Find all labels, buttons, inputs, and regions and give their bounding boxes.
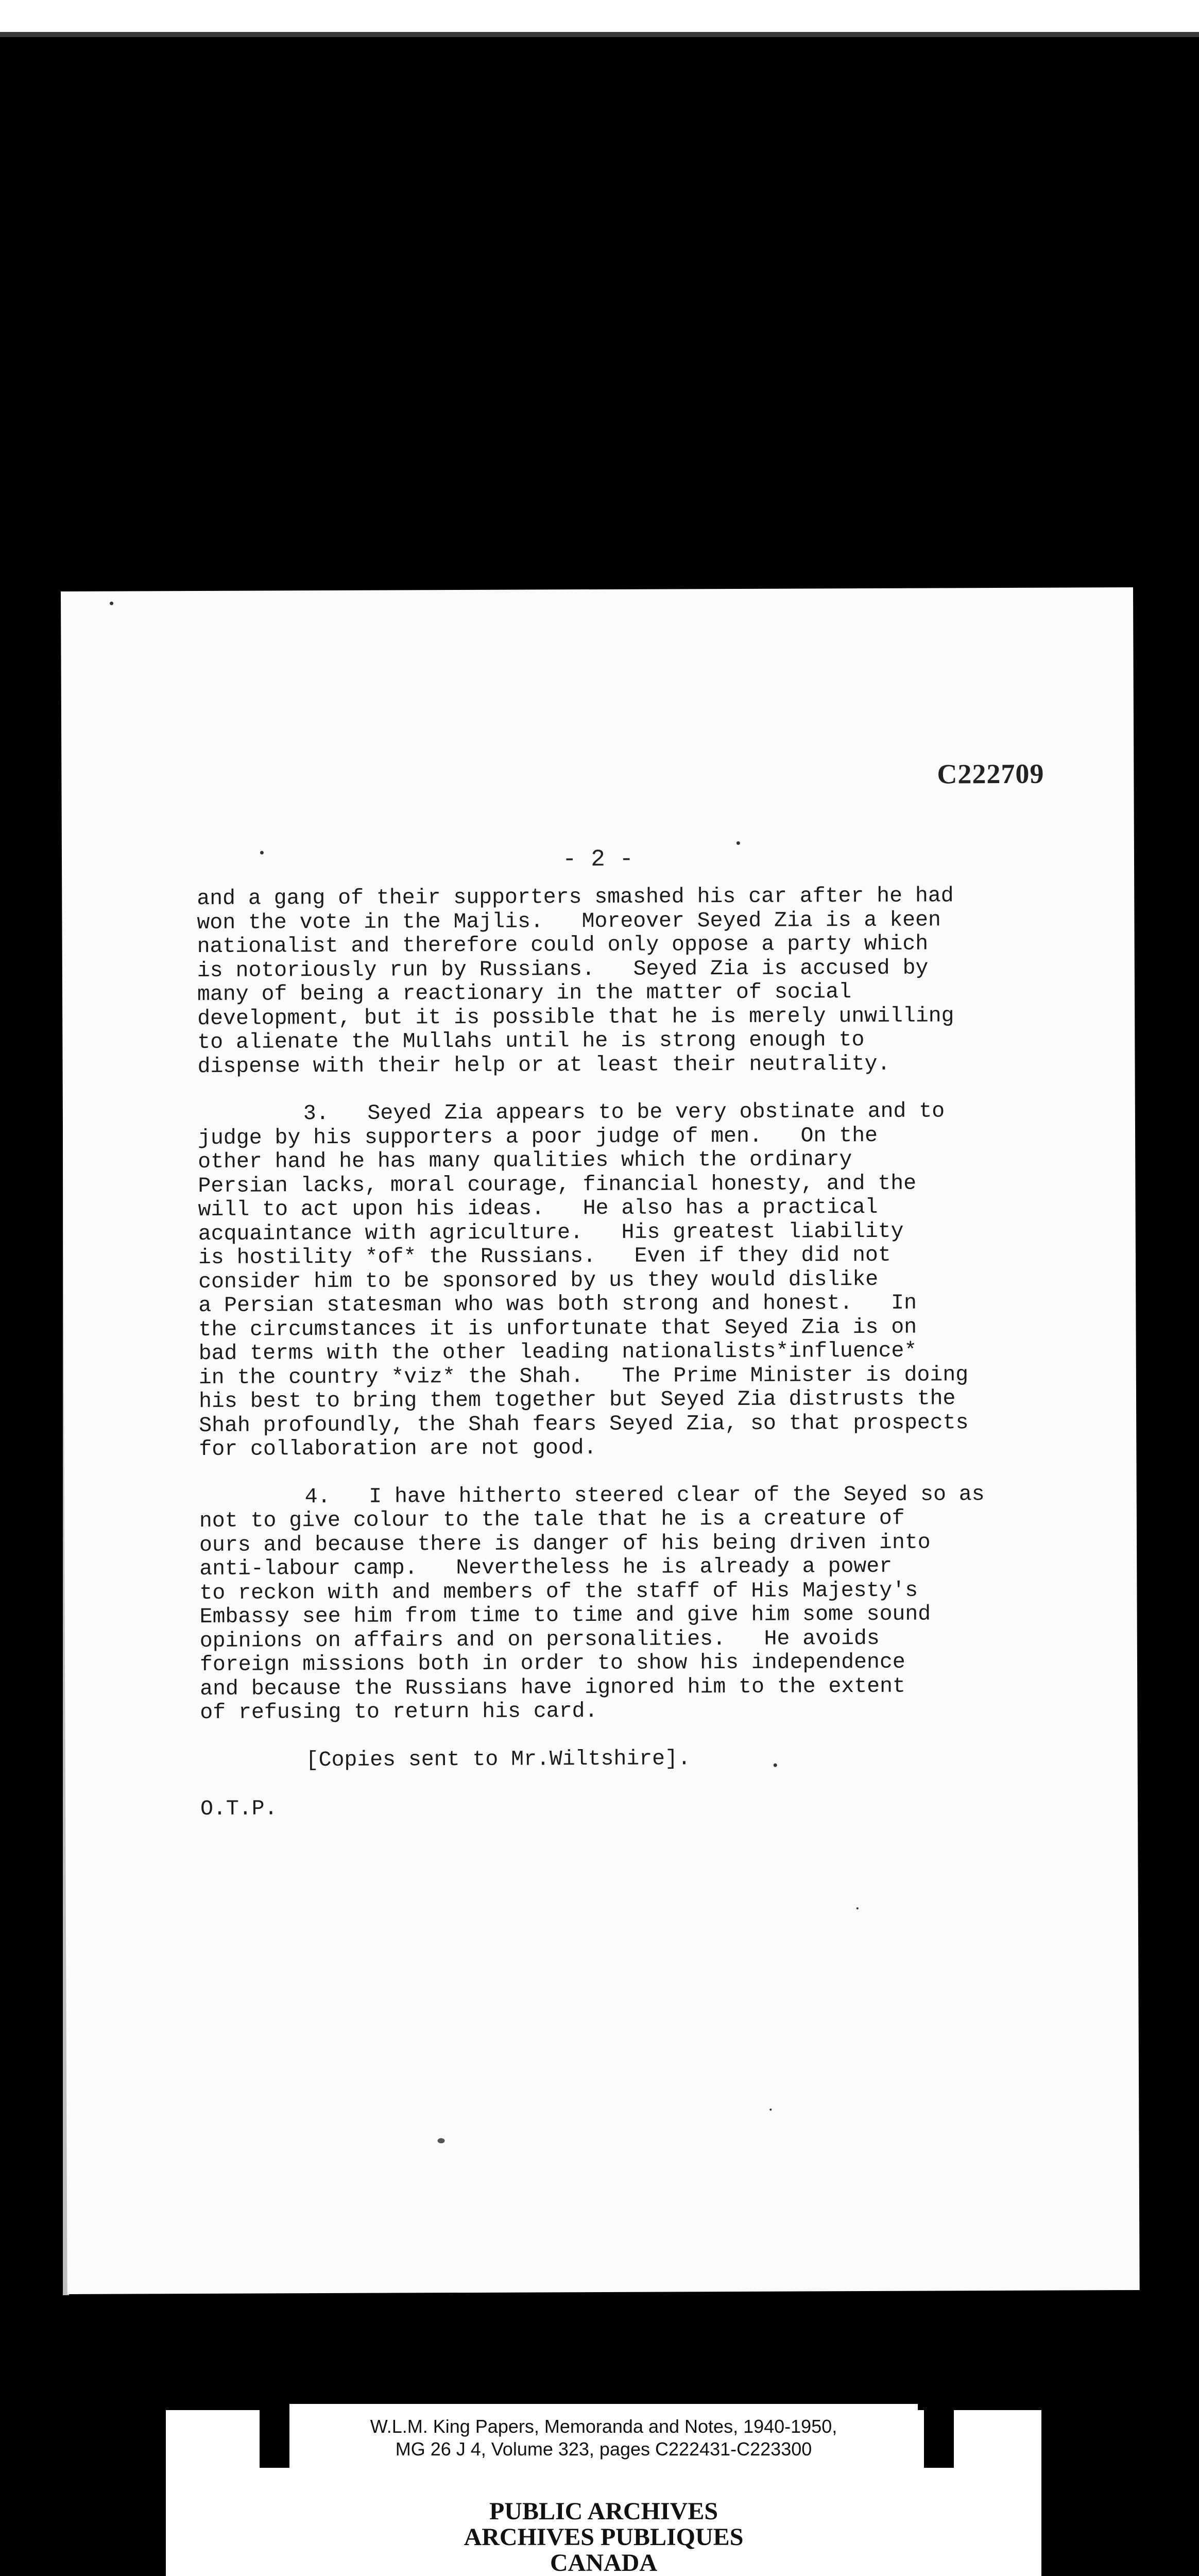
- archive-citation: [289, 2415, 918, 2461]
- citation-box: [289, 2404, 918, 2481]
- copies-note-text: [Copies sent to Mr.Wiltshire].: [305, 1746, 691, 1772]
- scan-speck: [438, 2138, 445, 2143]
- document-page: [61, 587, 1140, 2294]
- citation-line-2: MG 26 J 4, Volume 323, pages C222431-C223300: [395, 2438, 812, 2460]
- text-line: is hostility *of* the Russians. Even if they did not: [198, 1243, 891, 1270]
- scan-speck: [774, 1764, 777, 1767]
- text-line: Shah profoundly, the Shah fears Seyed Zia, so that prospects: [199, 1410, 969, 1438]
- label-tab-left: [260, 2410, 289, 2468]
- scan-speck: [260, 851, 264, 854]
- stamp-line-1: PUBLIC ARCHIVES: [489, 2498, 718, 2525]
- text-line: acquaintance with agriculture. His greatest liability: [198, 1219, 904, 1246]
- label-tab-right: [924, 2410, 954, 2468]
- text-line: nationalist and therefore could only oppose a party which: [197, 931, 929, 959]
- text-line: other hand he has many qualities which the ordinary: [198, 1147, 852, 1174]
- text-line: ours and because there is danger of his being driven into: [199, 1530, 931, 1557]
- scan-speck: [769, 2109, 772, 2111]
- page-number: - 2 -: [562, 845, 634, 873]
- text-line: 3. Seyed Zia appears to be very obstinate and to: [303, 1099, 945, 1126]
- text-line: to alienate the Mullahs until he is strong enough to: [197, 1028, 865, 1055]
- stamp-line-2: ARCHIVES PUBLIQUES: [464, 2523, 744, 2551]
- document-body: [197, 884, 1086, 1821]
- archives-stamp: [166, 2499, 1041, 2576]
- text-line: won the vote in the Majlis. Moreover Seyed Zia is a keen: [197, 907, 941, 935]
- paragraph-3: [198, 1099, 1085, 1462]
- archive-label: [166, 2410, 1041, 2576]
- paragraph-4: [199, 1482, 1086, 1725]
- text-line: not to give colour to the tale that he is a creature of: [199, 1506, 905, 1533]
- scan-top-margin: [0, 0, 1199, 34]
- scan-speck: [857, 1907, 859, 1909]
- text-line: and because the Russians have ignored him to the extent: [200, 1674, 905, 1701]
- text-line: a Persian statesman who was both strong and honest. In: [198, 1291, 917, 1318]
- text-line: anti-labour camp. Nevertheless he is already a power: [199, 1554, 893, 1581]
- text-line: many of being a reactionary in the matter of social: [197, 980, 852, 1007]
- text-line: is notoriously run by Russians. Seyed Zia is accused by: [197, 956, 929, 983]
- text-line: development, but it is possible that he is merely unwilling: [197, 1003, 954, 1031]
- document-id: C222709: [937, 758, 1044, 790]
- paragraph-2-continued: [197, 884, 1083, 1079]
- text-line: will to act upon his ideas. He also has a practical: [198, 1195, 878, 1222]
- text-line: dispense with their help or at least their neutrality.: [197, 1052, 890, 1079]
- stamp-line-3: CANADA: [550, 2549, 657, 2576]
- otp-text: O.T.P.: [200, 1797, 278, 1821]
- scan-speck: [110, 602, 113, 605]
- scan-speck: [736, 841, 740, 845]
- over-the-page-marker: [200, 1794, 1086, 1821]
- text-line: bad terms with the other leading nationalists*influence*: [198, 1338, 917, 1366]
- text-line: the circumstances it is unfortunate that Seyed Zia is on: [198, 1315, 917, 1342]
- text-line: 4. I have hitherto steered clear of the Seyed so as: [304, 1482, 985, 1509]
- text-line: and a gang of their supporters smashed his car after he had: [197, 884, 954, 911]
- text-line: of refusing to return his card.: [200, 1699, 598, 1725]
- text-line: judge by his supporters a poor judge of men. On the: [197, 1123, 878, 1150]
- text-line: Persian lacks, moral courage, financial honesty, and the: [198, 1171, 917, 1198]
- citation-line-1: W.L.M. King Papers, Memoranda and Notes, 1940-1950,: [370, 2416, 837, 2437]
- text-line: Embassy see him from time to time and give him some sound: [199, 1602, 931, 1629]
- text-line: for collaboration are not good.: [199, 1436, 597, 1462]
- text-line: in the country *viz* the Shah. The Prime Minister is doing: [198, 1362, 969, 1390]
- text-line: consider him to be sponsored by us they would dislike: [198, 1267, 879, 1294]
- text-line: foreign missions both in order to show his independence: [199, 1650, 905, 1677]
- text-line: his best to bring them together but Seyed Zia distrusts the: [198, 1386, 956, 1414]
- scan-top-edge: [0, 32, 1199, 37]
- text-line: opinions on affairs and on personalities. He avoids: [199, 1626, 880, 1653]
- copies-note: [200, 1745, 1086, 1773]
- text-line: to reckon with and members of the staff of His Majesty's: [199, 1578, 918, 1605]
